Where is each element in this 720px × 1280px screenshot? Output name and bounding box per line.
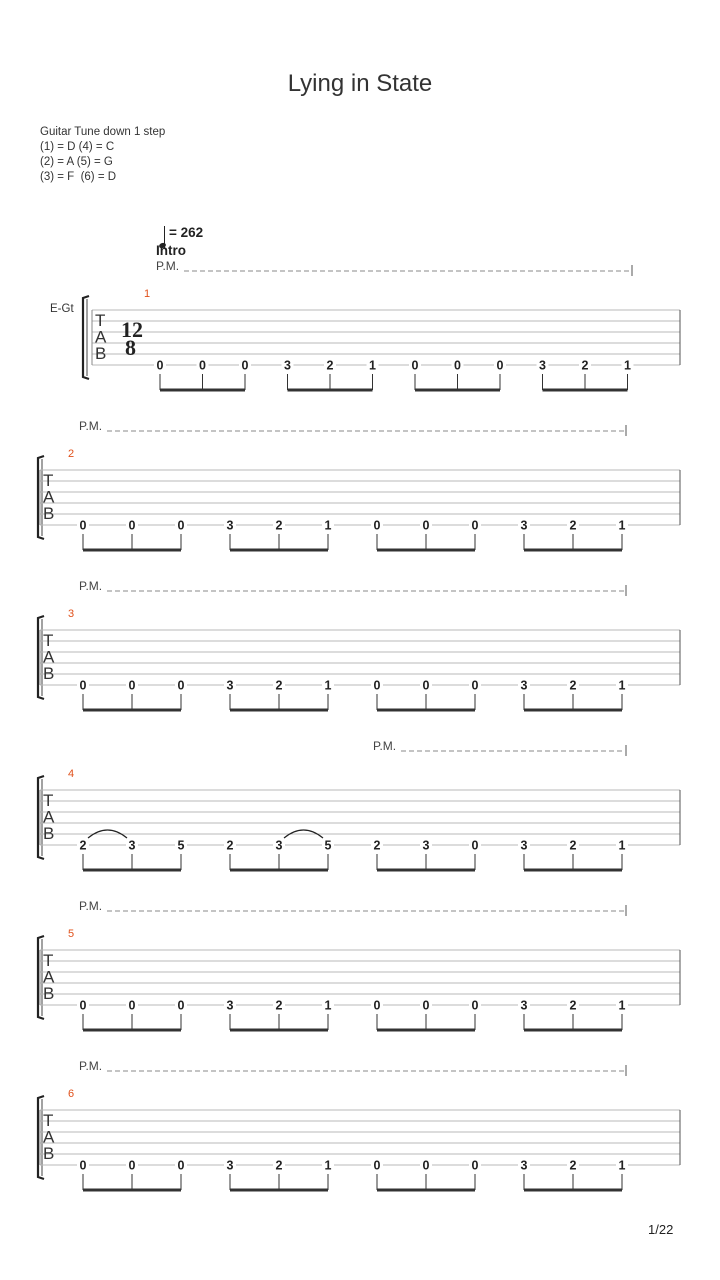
fret-number: 0 [199, 358, 206, 373]
page-number: 1/22 [648, 1222, 674, 1237]
tab-clef-letter: A [43, 487, 55, 507]
fret-number: 1 [618, 998, 626, 1013]
fret-number: 2 [326, 358, 334, 373]
tuning-line: (3) = F (6) = D [40, 171, 117, 183]
fret-number: 1 [624, 358, 631, 373]
fret-number: 0 [454, 358, 461, 373]
tab-clef-letter: A [43, 967, 55, 987]
fret-number: 0 [156, 358, 164, 373]
tab-clef-letter: T [43, 951, 54, 970]
measure-number: 5 [68, 928, 75, 940]
fret-number: 0 [128, 998, 136, 1013]
palm-mute-label: P.M. [373, 739, 397, 753]
fret-number: 3 [128, 838, 136, 853]
measure-number: 6 [68, 1088, 75, 1100]
fret-number: 0 [471, 1158, 479, 1173]
tab-clef-letter: T [43, 1111, 54, 1130]
fret-number: 0 [422, 678, 430, 693]
fret-number: 2 [275, 998, 283, 1013]
fret-number: 0 [79, 1158, 87, 1173]
fret-number: 0 [128, 518, 136, 533]
fret-number: 2 [569, 838, 577, 853]
tab-clef-letter: T [43, 631, 54, 650]
measure-number: 4 [68, 768, 75, 780]
fret-number: 0 [471, 838, 479, 853]
fret-number: 3 [226, 998, 234, 1013]
tuning-heading: Guitar Tune down 1 step [40, 126, 166, 138]
tab-clef-letter: A [95, 327, 107, 347]
system-brace [83, 296, 89, 379]
fret-number: 0 [128, 678, 136, 693]
tab-clef-letter: B [43, 984, 55, 1003]
fret-number: 2 [373, 838, 381, 853]
fret-number: 3 [520, 998, 528, 1013]
fret-number: 1 [618, 1158, 626, 1173]
time-signature-bottom: 8 [125, 335, 136, 360]
fret-number: 3 [226, 518, 234, 533]
fret-number: 0 [373, 1158, 381, 1173]
fret-number: 0 [471, 678, 479, 693]
fret-number: 0 [177, 998, 185, 1013]
tab-clef-letter: T [95, 311, 106, 330]
tuning-line: (2) = A (5) = G [40, 156, 113, 168]
instrument-label: E-Gt [50, 303, 74, 315]
section-label: Intro [156, 243, 186, 258]
fret-number: 5 [177, 838, 185, 853]
tab-clef-letter: A [43, 807, 55, 827]
fret-number: 1 [324, 518, 332, 533]
fret-number: 0 [422, 1158, 430, 1173]
fret-number: 0 [496, 358, 504, 373]
palm-mute-label: P.M. [79, 899, 103, 913]
fret-number: 0 [79, 678, 87, 693]
fret-number: 0 [373, 998, 381, 1013]
fret-number: 0 [177, 518, 185, 533]
fret-number: 0 [422, 518, 430, 533]
fret-number: 2 [275, 518, 283, 533]
palm-mute-label: P.M. [79, 1059, 103, 1073]
fret-number: 0 [128, 1158, 136, 1173]
fret-number: 2 [226, 838, 234, 853]
fret-number: 2 [581, 358, 589, 373]
fret-number: 0 [241, 358, 249, 373]
fret-number: 3 [520, 518, 528, 533]
fret-number: 2 [79, 838, 87, 853]
fret-number: 0 [79, 998, 87, 1013]
fret-number: 0 [177, 678, 185, 693]
fret-number: 0 [177, 1158, 185, 1173]
palm-mute-label: P.M. [79, 579, 103, 593]
fret-number: 5 [324, 838, 332, 853]
fret-number: 2 [569, 678, 577, 693]
tab-clef-letter: A [43, 1127, 55, 1147]
time-signature-top: 12 [121, 317, 143, 342]
fret-number: 1 [324, 1158, 332, 1173]
fret-number: 2 [569, 998, 577, 1013]
fret-number: 2 [275, 1158, 283, 1173]
tab-clef-letter: B [95, 344, 107, 363]
fret-number: 3 [226, 1158, 234, 1173]
tempo-value: = 262 [169, 225, 204, 240]
palm-mute-label: P.M. [156, 259, 180, 273]
fret-number: 0 [471, 518, 479, 533]
tab-clef-letter: B [43, 664, 55, 683]
fret-number: 0 [373, 678, 381, 693]
tab-clef-letter: B [43, 824, 55, 843]
fret-number: 2 [569, 1158, 577, 1173]
fret-number: 1 [324, 998, 332, 1013]
fret-number: 1 [324, 678, 332, 693]
fret-number: 3 [226, 678, 234, 693]
tab-clef-letter: B [43, 504, 55, 523]
tab-clef-letter: B [43, 1144, 55, 1163]
measure-number: 2 [68, 448, 75, 460]
fret-number: 3 [422, 838, 430, 853]
fret-number: 0 [79, 518, 87, 533]
fret-number: 3 [284, 358, 291, 373]
palm-mute-label: P.M. [79, 419, 103, 433]
tuning-line: (1) = D (4) = C [40, 141, 115, 153]
fret-number: 0 [422, 998, 430, 1013]
tab-clef-letter: T [43, 471, 54, 490]
fret-number: 3 [520, 678, 528, 693]
tab-clef-letter: A [43, 647, 55, 667]
measure-number: 3 [68, 608, 75, 620]
fret-number: 1 [369, 358, 376, 373]
fret-number: 1 [618, 838, 626, 853]
fret-number: 3 [520, 838, 528, 853]
fret-number: 0 [471, 998, 479, 1013]
measure-number: 1 [144, 288, 151, 300]
fret-number: 3 [520, 1158, 528, 1173]
fret-number: 3 [539, 358, 546, 373]
fret-number: 3 [275, 838, 283, 853]
fret-number: 1 [618, 518, 626, 533]
fret-number: 0 [411, 358, 419, 373]
fret-number: 2 [569, 518, 577, 533]
fret-number: 2 [275, 678, 283, 693]
song-title: Lying in State [287, 70, 433, 97]
fret-number: 0 [373, 518, 381, 533]
fret-number: 1 [618, 678, 626, 693]
tab-clef-letter: T [43, 791, 54, 810]
